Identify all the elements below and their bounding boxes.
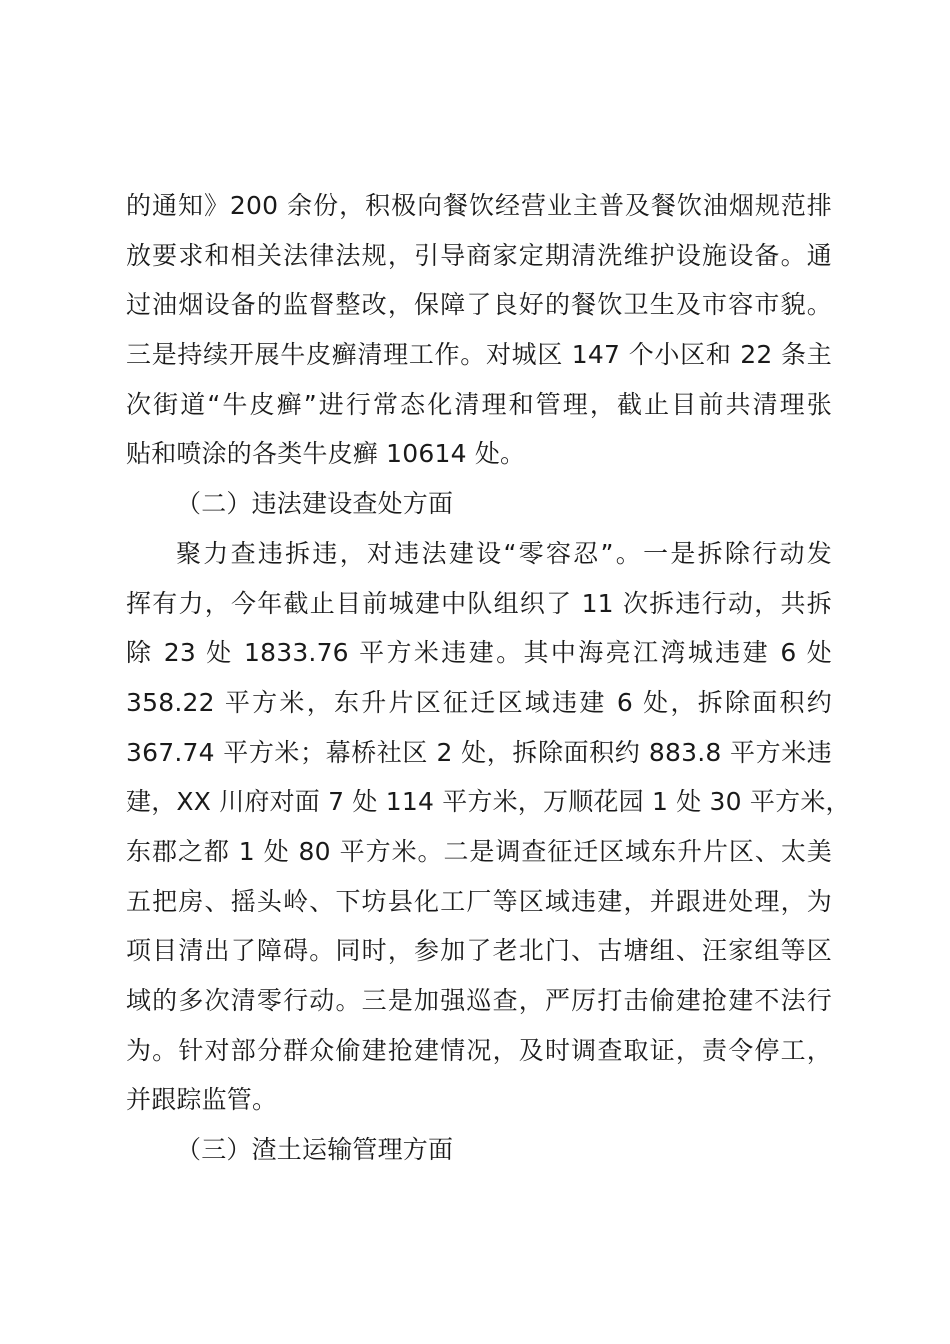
paragraph-illegal-construction: [126, 529, 851, 1125]
section-heading-muck-transport: （三）渣土运输管理方面: [176, 1135, 454, 1165]
text-line: 并跟踪监管。: [126, 1085, 278, 1115]
text-line: 次街道“牛皮癣”进行常态化清理和管理，截止目前共清理张: [126, 389, 832, 419]
text-line: 过油烟设备的监督整改，保障了良好的餐饮卫生及市容市貌。: [126, 290, 832, 320]
text-line: 东郡之都 1 处 80 平方米。二是调查征迁区域东升片区、太美: [126, 836, 832, 866]
text-line: 三是持续开展牛皮癣清理工作。对城区 147 个小区和 22 条主: [126, 340, 832, 370]
text-line: 聚力查违拆违，对违法建设“零容忍”。一是拆除行动发: [176, 538, 832, 568]
text-line: 建，XX 川府对面 7 处 114 平方米，万顺花园 1 处 30 平方米，: [126, 787, 851, 817]
text-line: 367.74 平方米；幕桥社区 2 处，拆除面积约 883.8 平方米违: [126, 737, 832, 767]
text-line: 贴和喷涂的各类牛皮癣 10614 处。: [126, 439, 526, 469]
text-line: 358.22 平方米，东升片区征迁区域违建 6 处，拆除面积约: [126, 687, 832, 717]
text-line: 五把房、摇头岭、下坊县化工厂等区域违建，并跟进处理，为: [126, 886, 832, 916]
text-line: 项目清出了障碍。同时，参加了老北门、古塘组、汪家组等区: [126, 936, 832, 966]
section-heading-illegal-construction: （二）违法建设查处方面: [176, 489, 454, 519]
paragraph-city-appearance: [126, 181, 832, 479]
text-line: 挥有力，今年截止目前城建中队组织了 11 次拆违行动，共拆: [126, 588, 832, 618]
text-line: 的通知》200 余份，积极向餐饮经营业主普及餐饮油烟规范排: [126, 191, 832, 220]
text-line: 为。针对部分群众偷建抢建情况，及时调查取证，责令停工，: [126, 1035, 832, 1065]
text-line: 除 23 处 1833.76 平方米违建。其中海亮江湾城违建 6 处: [126, 638, 832, 668]
text-line: 域的多次清零行动。三是加强巡查，严厉打击偷建抢建不法行: [126, 986, 832, 1015]
document-body: [126, 181, 851, 1175]
text-line: 放要求和相关法律法规，引导商家定期清洗维护设施设备。通: [126, 240, 832, 270]
